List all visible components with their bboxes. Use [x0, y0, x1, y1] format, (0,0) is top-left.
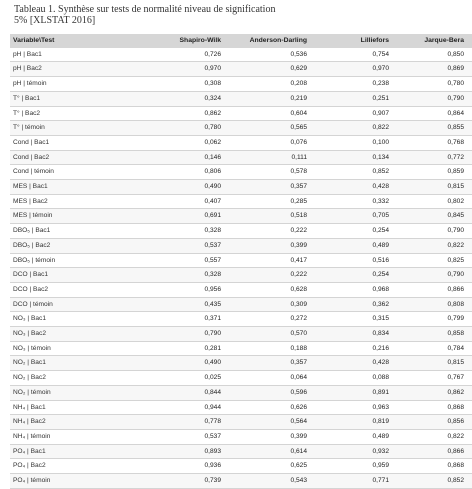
cell-variable: NO₃ | Bac1 [10, 312, 101, 327]
cell-shapiro-wilk: 0,371 [101, 312, 224, 327]
header-jarque-bera: Jarque-Bera [392, 34, 472, 48]
cell-jarque-bera: 0,864 [392, 106, 472, 121]
table-row [10, 209, 472, 224]
cell-jarque-bera: 0,799 [392, 312, 472, 327]
cell-variable: T° | Bac2 [10, 106, 101, 121]
cell-variable: NH₄ | Bac1 [10, 400, 101, 415]
table-row [10, 400, 472, 415]
cell-anderson-darling: 0,565 [224, 121, 310, 136]
cell-variable: DCO | Bac1 [10, 268, 101, 283]
cell-shapiro-wilk: 0,308 [101, 77, 224, 92]
cell-shapiro-wilk: 0,328 [101, 268, 224, 283]
table-row [10, 444, 472, 459]
cell-shapiro-wilk: 0,281 [101, 341, 224, 356]
cell-lilliefors: 0,968 [310, 282, 392, 297]
table-row [10, 371, 472, 386]
cell-lilliefors: 0,705 [310, 209, 392, 224]
cell-lilliefors: 0,238 [310, 77, 392, 92]
cell-shapiro-wilk: 0,739 [101, 474, 224, 489]
cell-shapiro-wilk: 0,806 [101, 165, 224, 180]
cell-jarque-bera: 0,784 [392, 341, 472, 356]
cell-lilliefors: 0,970 [310, 62, 392, 77]
cell-shapiro-wilk: 0,435 [101, 297, 224, 312]
cell-anderson-darling: 0,222 [224, 268, 310, 283]
cell-shapiro-wilk: 0,490 [101, 356, 224, 371]
cell-jarque-bera: 0,790 [392, 91, 472, 106]
header-row [10, 34, 472, 48]
cell-shapiro-wilk: 0,893 [101, 444, 224, 459]
cell-jarque-bera: 0,802 [392, 194, 472, 209]
cell-jarque-bera: 0,815 [392, 356, 472, 371]
cell-shapiro-wilk: 0,328 [101, 224, 224, 239]
table-row [10, 180, 472, 195]
cell-shapiro-wilk: 0,537 [101, 238, 224, 253]
cell-variable: NO₃ | témoin [10, 341, 101, 356]
cell-lilliefors: 0,088 [310, 371, 392, 386]
table-row [10, 194, 472, 209]
cell-jarque-bera: 0,790 [392, 224, 472, 239]
cell-lilliefors: 0,489 [310, 238, 392, 253]
cell-lilliefors: 0,100 [310, 135, 392, 150]
cell-variable: PO₄ | Bac2 [10, 459, 101, 474]
cell-lilliefors: 0,834 [310, 327, 392, 342]
cell-jarque-bera: 0,868 [392, 459, 472, 474]
cell-variable: DCO | Bac2 [10, 282, 101, 297]
cell-jarque-bera: 0,862 [392, 385, 472, 400]
cell-jarque-bera: 0,850 [392, 48, 472, 62]
cell-shapiro-wilk: 0,726 [101, 48, 224, 62]
cell-variable: DCO | témoin [10, 297, 101, 312]
cell-shapiro-wilk: 0,146 [101, 150, 224, 165]
cell-jarque-bera: 0,845 [392, 209, 472, 224]
cell-jarque-bera: 0,858 [392, 327, 472, 342]
cell-jarque-bera: 0,825 [392, 253, 472, 268]
table-row [10, 91, 472, 106]
cell-anderson-darling: 0,309 [224, 297, 310, 312]
cell-anderson-darling: 0,604 [224, 106, 310, 121]
cell-anderson-darling: 0,578 [224, 165, 310, 180]
normality-tests-table [10, 34, 472, 489]
cell-anderson-darling: 0,111 [224, 150, 310, 165]
cell-anderson-darling: 0,564 [224, 415, 310, 430]
cell-anderson-darling: 0,570 [224, 327, 310, 342]
cell-variable: T° | témoin [10, 121, 101, 136]
cell-anderson-darling: 0,536 [224, 48, 310, 62]
cell-variable: pH | Bac2 [10, 62, 101, 77]
cell-anderson-darling: 0,399 [224, 429, 310, 444]
cell-lilliefors: 0,822 [310, 121, 392, 136]
cell-variable: Cond | Bac1 [10, 135, 101, 150]
cell-variable: NO₂ | Bac2 [10, 371, 101, 386]
cell-shapiro-wilk: 0,778 [101, 415, 224, 430]
cell-jarque-bera: 0,768 [392, 135, 472, 150]
cell-anderson-darling: 0,357 [224, 180, 310, 195]
cell-lilliefors: 0,254 [310, 268, 392, 283]
header-shapiro-wilk: Shapiro-Wilk [101, 34, 224, 48]
cell-variable: pH | témoin [10, 77, 101, 92]
cell-jarque-bera: 0,790 [392, 268, 472, 283]
table-row [10, 429, 472, 444]
cell-shapiro-wilk: 0,062 [101, 135, 224, 150]
cell-variable: DBO₅ | témoin [10, 253, 101, 268]
cell-anderson-darling: 0,629 [224, 62, 310, 77]
cell-lilliefors: 0,932 [310, 444, 392, 459]
cell-lilliefors: 0,332 [310, 194, 392, 209]
cell-variable: MES | Bac1 [10, 180, 101, 195]
table-row [10, 62, 472, 77]
table-body [10, 48, 472, 489]
cell-anderson-darling: 0,064 [224, 371, 310, 386]
cell-anderson-darling: 0,357 [224, 356, 310, 371]
cell-jarque-bera: 0,866 [392, 282, 472, 297]
header-variable: Variable\Test [10, 34, 101, 48]
cell-variable: NO₃ | Bac2 [10, 327, 101, 342]
cell-jarque-bera: 0,852 [392, 474, 472, 489]
cell-variable: PO₄ | Bac1 [10, 444, 101, 459]
cell-shapiro-wilk: 0,780 [101, 121, 224, 136]
caption-subtitle: 5% [XLSTAT 2016] [14, 15, 96, 26]
cell-shapiro-wilk: 0,557 [101, 253, 224, 268]
cell-jarque-bera: 0,780 [392, 77, 472, 92]
cell-variable: DBO₅ | Bac1 [10, 224, 101, 239]
cell-jarque-bera: 0,856 [392, 415, 472, 430]
table-row [10, 48, 472, 62]
cell-jarque-bera: 0,767 [392, 371, 472, 386]
table-row [10, 224, 472, 239]
cell-shapiro-wilk: 0,691 [101, 209, 224, 224]
cell-variable: NO₂ | Bac1 [10, 356, 101, 371]
cell-variable: MES | Bac2 [10, 194, 101, 209]
cell-lilliefors: 0,771 [310, 474, 392, 489]
cell-anderson-darling: 0,188 [224, 341, 310, 356]
cell-jarque-bera: 0,868 [392, 400, 472, 415]
table-row [10, 282, 472, 297]
cell-lilliefors: 0,819 [310, 415, 392, 430]
cell-shapiro-wilk: 0,537 [101, 429, 224, 444]
cell-lilliefors: 0,134 [310, 150, 392, 165]
cell-variable: NO₂ | témoin [10, 385, 101, 400]
cell-variable: DBO₅ | Bac2 [10, 238, 101, 253]
cell-jarque-bera: 0,772 [392, 150, 472, 165]
cell-shapiro-wilk: 0,324 [101, 91, 224, 106]
cell-anderson-darling: 0,628 [224, 282, 310, 297]
table-caption [14, 4, 464, 26]
cell-anderson-darling: 0,518 [224, 209, 310, 224]
cell-lilliefors: 0,428 [310, 180, 392, 195]
cell-anderson-darling: 0,076 [224, 135, 310, 150]
table-row [10, 312, 472, 327]
cell-anderson-darling: 0,625 [224, 459, 310, 474]
cell-anderson-darling: 0,596 [224, 385, 310, 400]
table-row [10, 459, 472, 474]
cell-variable: MES | témoin [10, 209, 101, 224]
cell-anderson-darling: 0,614 [224, 444, 310, 459]
cell-anderson-darling: 0,285 [224, 194, 310, 209]
cell-shapiro-wilk: 0,025 [101, 371, 224, 386]
header-anderson-darling: Anderson-Darling [224, 34, 310, 48]
cell-lilliefors: 0,315 [310, 312, 392, 327]
table-row [10, 121, 472, 136]
cell-variable: T° | Bac1 [10, 91, 101, 106]
table-row [10, 415, 472, 430]
cell-lilliefors: 0,852 [310, 165, 392, 180]
cell-variable: Cond | témoin [10, 165, 101, 180]
cell-lilliefors: 0,428 [310, 356, 392, 371]
table-row [10, 297, 472, 312]
table-row [10, 253, 472, 268]
table-row [10, 327, 472, 342]
cell-variable: NH₄ | témoin [10, 429, 101, 444]
cell-shapiro-wilk: 0,936 [101, 459, 224, 474]
table-row [10, 385, 472, 400]
cell-shapiro-wilk: 0,956 [101, 282, 224, 297]
table-row [10, 356, 472, 371]
cell-lilliefors: 0,516 [310, 253, 392, 268]
cell-anderson-darling: 0,399 [224, 238, 310, 253]
cell-jarque-bera: 0,869 [392, 62, 472, 77]
cell-lilliefors: 0,216 [310, 341, 392, 356]
table-row [10, 268, 472, 283]
cell-jarque-bera: 0,855 [392, 121, 472, 136]
cell-jarque-bera: 0,866 [392, 444, 472, 459]
cell-lilliefors: 0,489 [310, 429, 392, 444]
cell-anderson-darling: 0,626 [224, 400, 310, 415]
cell-lilliefors: 0,254 [310, 224, 392, 239]
cell-lilliefors: 0,907 [310, 106, 392, 121]
cell-lilliefors: 0,891 [310, 385, 392, 400]
cell-shapiro-wilk: 0,407 [101, 194, 224, 209]
cell-jarque-bera: 0,808 [392, 297, 472, 312]
cell-anderson-darling: 0,272 [224, 312, 310, 327]
cell-shapiro-wilk: 0,844 [101, 385, 224, 400]
cell-variable: Cond | Bac2 [10, 150, 101, 165]
cell-lilliefors: 0,963 [310, 400, 392, 415]
cell-jarque-bera: 0,859 [392, 165, 472, 180]
cell-jarque-bera: 0,815 [392, 180, 472, 195]
table-row [10, 135, 472, 150]
cell-lilliefors: 0,251 [310, 91, 392, 106]
cell-variable: pH | Bac1 [10, 48, 101, 62]
cell-lilliefors: 0,362 [310, 297, 392, 312]
cell-lilliefors: 0,754 [310, 48, 392, 62]
table-header [10, 34, 472, 48]
caption-title: Tableau 1. Synthèse sur tests de normalité niveau de signification [14, 4, 276, 15]
cell-shapiro-wilk: 0,944 [101, 400, 224, 415]
cell-lilliefors: 0,959 [310, 459, 392, 474]
cell-jarque-bera: 0,822 [392, 429, 472, 444]
cell-anderson-darling: 0,208 [224, 77, 310, 92]
table-row [10, 238, 472, 253]
table-row [10, 106, 472, 121]
cell-shapiro-wilk: 0,862 [101, 106, 224, 121]
cell-variable: PO₄ | témoin [10, 474, 101, 489]
table-row [10, 474, 472, 489]
cell-shapiro-wilk: 0,490 [101, 180, 224, 195]
cell-anderson-darling: 0,417 [224, 253, 310, 268]
header-lilliefors: Lilliefors [310, 34, 392, 48]
cell-shapiro-wilk: 0,970 [101, 62, 224, 77]
cell-shapiro-wilk: 0,790 [101, 327, 224, 342]
table-row [10, 150, 472, 165]
cell-anderson-darling: 0,543 [224, 474, 310, 489]
table-row [10, 341, 472, 356]
cell-anderson-darling: 0,222 [224, 224, 310, 239]
cell-anderson-darling: 0,219 [224, 91, 310, 106]
cell-jarque-bera: 0,822 [392, 238, 472, 253]
table-row [10, 77, 472, 92]
table-row [10, 165, 472, 180]
cell-variable: NH₄ | Bac2 [10, 415, 101, 430]
